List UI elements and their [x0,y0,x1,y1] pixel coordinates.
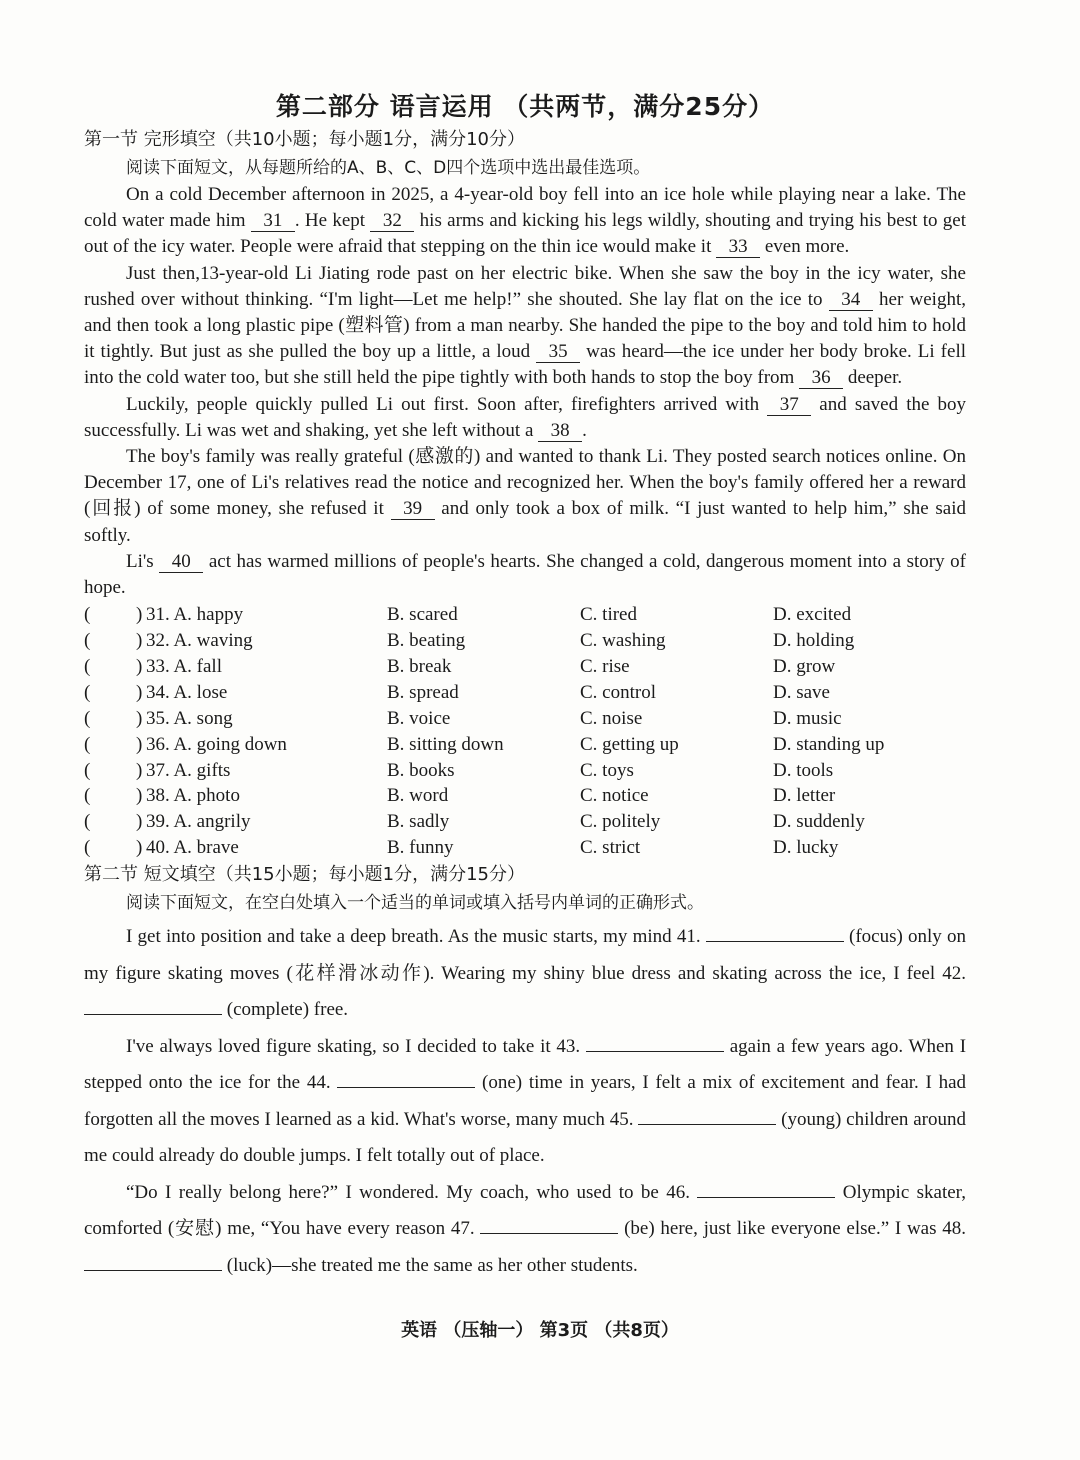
paragraph-text: . [582,419,587,441]
answer-bracket[interactable]: ( ) [84,656,143,678]
option-d: D. save [773,681,830,703]
answer-bracket[interactable]: ( ) [84,707,143,729]
cloze-paragraph [84,549,966,601]
option-a: 40. A. brave [146,837,239,859]
option-d: D. letter [773,785,836,807]
question-number: 37. [146,759,174,781]
cloze-blank[interactable]: 38 [538,421,582,442]
paragraph-text: I've always loved figure skating, so I decided to take it 43. [126,1035,581,1057]
cloze-blank[interactable]: 37 [767,395,811,416]
paragraph-text: (be) here, just like everyone else.” I was 48. [624,1218,967,1240]
paragraph-text: (focus) only on my figure skating moves (花样滑冰动作). Wearing my shiny blue dress and skating across the ice, I feel 42. [84,926,966,984]
option-b: B. break [387,656,452,678]
option-b: B. books [387,759,455,781]
option-a: 37. A. gifts [146,759,231,781]
cloze-blank[interactable]: 35 [536,342,580,363]
option-a: 35. A. song [146,707,233,729]
answer-line[interactable] [84,1252,222,1271]
option-row [84,680,966,706]
paragraph-text: again a few years ago. When I stepped onto the ice for the 44. [84,1035,967,1094]
section1-title: 第一节 完形填空（共10小题；每小题1分，满分10分） [84,129,525,150]
option-row [84,628,966,654]
option-c: C. politely [580,811,661,833]
answer-bracket[interactable]: ( ) [84,733,143,755]
option-b: B. beating [387,630,466,652]
option-d: D. excited [773,604,852,626]
option-a: 33. A. fall [146,656,222,678]
gap-fill-paragraph [84,1175,966,1285]
question-number: 33. [146,656,174,678]
answer-bracket[interactable]: ( ) [84,811,143,833]
option-c: C. control [580,681,656,703]
cloze-paragraph [84,182,966,261]
question-number: 39. [146,811,174,833]
option-d: D. music [773,707,842,729]
paragraph-text: her weight, and then took a long plastic pipe (塑料管) from a man nearby. She handed the pipe to the boy and told him to hold it tightly. But just as she pulled the boy up a little, a loud [84,288,966,363]
cloze-blank[interactable]: 31 [251,211,295,232]
option-c: C. strict [580,837,641,859]
option-d: D. grow [773,656,836,678]
option-d: D. tools [773,759,834,781]
option-a: 32. A. waving [146,630,253,652]
option-row [84,602,966,628]
option-row [84,758,966,784]
option-row [84,835,966,861]
cloze-options [84,602,966,861]
paragraph-text: I get into position and take a deep breath. As the music starts, my mind 41. [126,926,701,948]
cloze-paragraph [84,392,966,444]
paragraph-text: act has warmed millions of people's hearts. She changed a cold, dangerous moment into a story of hope. [84,550,966,599]
option-a: 31. A. happy [146,604,244,626]
option-d: D. holding [773,630,855,652]
paragraph-text: deeper. [843,367,903,389]
answer-line[interactable] [337,1069,475,1088]
option-c: C. noise [580,707,643,729]
cloze-paragraph [84,444,966,549]
question-number: 32. [146,630,174,652]
question-number: 35. [146,707,174,729]
paragraph-text: Just then,13-year-old Li Jiating rode past on her electric bike. When she saw the boy in the icy water, she rushed over without thinking. “I'm light—Let me help!” she shouted. She lay flat on the ice to [84,262,966,310]
option-b: B. sitting down [387,733,504,755]
answer-line[interactable] [706,923,844,942]
option-b: B. scared [387,604,458,626]
option-a: 34. A. lose [146,681,228,703]
cloze-blank[interactable]: 32 [370,211,414,232]
paragraph-text: Li's [126,550,160,572]
paragraph-text: his arms and kicking his legs wildly, shouting and trying his best to get out of the icy water. People were afraid that stepping on the thin ice would make it [84,210,967,258]
cloze-blank[interactable]: 34 [829,290,873,311]
gap-fill-paragraph [84,919,966,1029]
option-row [84,706,966,732]
option-c: C. toys [580,759,634,781]
gap-fill-paragraph [84,1029,966,1175]
paragraph-text: (young) children around me could already do double jumps. I felt totally out of place. [84,1108,967,1167]
answer-bracket[interactable]: ( ) [84,837,143,859]
answer-bracket[interactable]: ( ) [84,759,143,781]
question-number: 34. [146,681,174,703]
question-number: 38. [146,785,174,807]
paragraph-text: was heard—the ice under her body broke. Li fell into the cold water too, but she still held the pipe tightly with both hands to stop the boy from [84,341,966,389]
part-title: 第二部分 语言运用 （共两节，满分25分） [275,92,775,121]
answer-bracket[interactable]: ( ) [84,604,143,626]
answer-bracket[interactable]: ( ) [84,785,143,807]
option-b: B. spread [387,681,459,703]
option-d: D. lucky [773,837,839,859]
option-row [84,809,966,835]
option-c: C. rise [580,656,630,678]
option-c: C. notice [580,785,649,807]
question-number: 36. [146,733,174,755]
option-row [84,654,966,680]
option-c: C. getting up [580,733,679,755]
paragraph-text: . He kept [294,210,371,232]
option-c: C. tired [580,604,637,626]
option-d: D. standing up [773,733,885,755]
answer-line[interactable] [480,1215,618,1234]
paragraph-text: Olympic skater, comforted (安慰) me, “You have every reason 47. [84,1181,966,1240]
option-a: 38. A. photo [146,785,240,807]
option-row [84,783,966,809]
cloze-paragraph [84,261,966,392]
option-b: B. sadly [387,811,450,833]
option-row [84,732,966,758]
answer-line[interactable] [84,996,222,1015]
paragraph-text: On a cold December afternoon in 2025, a 4-year-old boy fell into an ice hole while playing near a lake. The cold water made him [84,184,966,232]
gap-fill-passage [84,919,966,1284]
cloze-blank[interactable]: 40 [159,552,203,573]
option-c: C. washing [580,630,666,652]
exam-page [84,88,966,1284]
page-footer: 英语 （压轴一） 第3页 （共8页） [401,1320,679,1341]
paragraph-text: and only took a box of milk. “I just wanted to help him,” she said softly. [84,498,966,546]
paragraph-text: (one) time in years, I felt a mix of excitement and fear. I had forgotten all the moves I learned as a kid. What's worse, many much 45. [84,1072,967,1130]
option-a: 36. A. going down [146,733,287,755]
question-number: 31. [146,604,174,626]
answer-line[interactable] [697,1179,835,1198]
answer-line[interactable] [586,1033,724,1052]
option-a: 39. A. angrily [146,811,251,833]
paragraph-text: (complete) free. [226,999,349,1021]
cloze-blank[interactable]: 39 [391,499,435,520]
answer-bracket[interactable]: ( ) [84,681,143,703]
paragraph-text: The boy's family was really grateful (感激的) and wanted to thank Li. They posted search notices online. On December 17, one of Li's relatives read the notice and recognized her. When the boy's family offered her a reward (回报) of some money, she refused it [84,446,966,520]
answer-line[interactable] [638,1106,776,1125]
option-b: B. funny [387,837,454,859]
cloze-blank[interactable]: 33 [716,237,760,258]
answer-bracket[interactable]: ( ) [84,630,143,652]
section1-instruction: 阅读下面短文，从每题所给的A、B、C、D四个选项中选出最佳选项。 [126,158,651,178]
option-b: B. voice [387,707,451,729]
cloze-blank[interactable]: 36 [799,368,843,389]
section2-instruction: 阅读下面短文，在空白处填入一个适当的单词或填入括号内单词的正确形式。 [126,893,704,914]
option-b: B. word [387,785,449,807]
paragraph-text: even more. [760,236,850,258]
question-number: 40. [146,837,174,859]
option-d: D. suddenly [773,811,865,833]
paragraph-text: (luck)—she treated me the same as her other students. [226,1254,638,1276]
section2-title: 第二节 短文填空（共15小题；每小题1分，满分15分） [84,864,525,886]
paragraph-text: and saved the boy successfully. Li was wet and shaking, yet she left without a [84,393,966,441]
paragraph-text: Luckily, people quickly pulled Li out first. Soon after, firefighters arrived with [126,393,768,415]
paragraph-text: “Do I really belong here?” I wondered. My coach, who used to be 46. [126,1181,690,1203]
cloze-passage [84,182,966,601]
